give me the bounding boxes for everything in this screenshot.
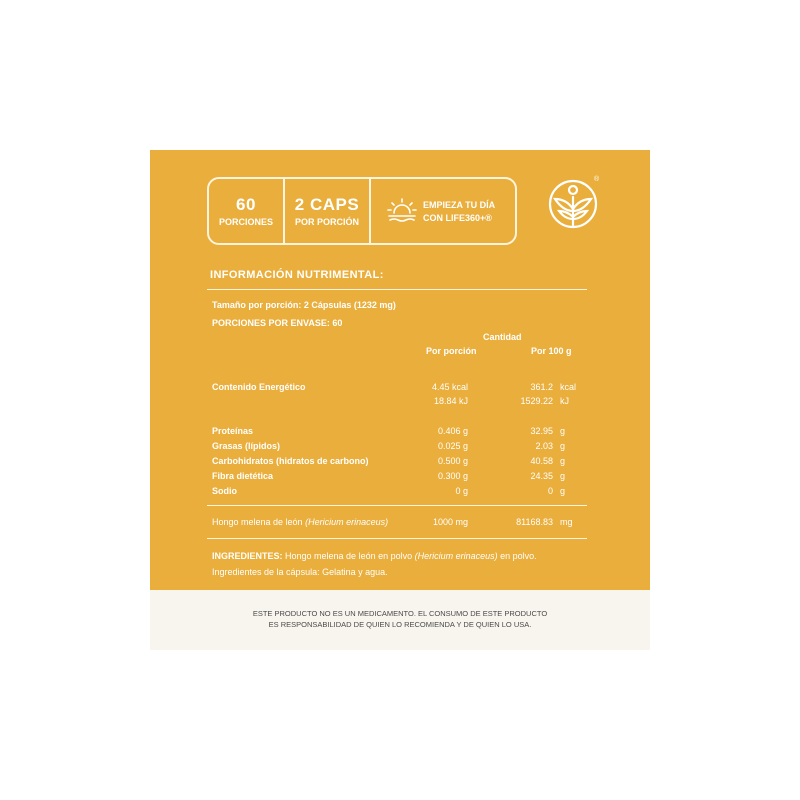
caps-cell: [285, 179, 369, 243]
ingredients: [212, 548, 592, 580]
caps-value: 2 CAPS: [294, 195, 360, 214]
energy-kcal-100: 361.2: [530, 382, 553, 392]
ingredients-line-2: Ingredientes de la cápsula: Gelatina y agua.: [212, 567, 388, 577]
nutrient-100g-fiber: 24.35: [530, 471, 553, 481]
mushroom-serving: 1000 mg: [432, 517, 468, 527]
caps-label: POR PORCIÓN: [294, 217, 359, 227]
nutrient-serving-sodium: 0 g: [455, 486, 468, 496]
energy-kcal-unit: kcal: [560, 382, 577, 392]
slogan-cell: [371, 179, 515, 243]
nutrient-serving-fiber: 0.300 g: [437, 471, 468, 481]
header-quantity: Cantidad: [483, 332, 522, 342]
nutrient-serving-carbs: 0.500 g: [437, 456, 468, 466]
nutrient-unit-carbs: g: [560, 456, 566, 466]
serving-size: Tamaño por porción: 2 Cápsulas (1232 mg): [212, 300, 396, 310]
disclaimer-footer: [150, 590, 650, 650]
nutrient-unit-fiber: g: [560, 471, 566, 481]
nutrition-panel: [150, 150, 650, 590]
nutrient-unit-fat: g: [560, 441, 566, 451]
energy-kj-serving: 18.84 kJ: [433, 396, 468, 406]
nutrient-unit-sodium: g: [560, 486, 566, 496]
mushroom-unit: mg: [560, 517, 573, 527]
slogan: [423, 199, 495, 225]
energy-kcal-serving: 4.45 kcal: [431, 382, 468, 392]
nutrient-100g-fat: 2.03: [535, 441, 553, 451]
servings-per-container: PORCIONES POR ENVASE: 60: [212, 318, 343, 328]
nutrient-label-protein: Proteínas: [212, 426, 254, 436]
portions-cell: [209, 179, 283, 243]
nutrient-unit-protein: g: [560, 426, 566, 436]
header-per-serving: Por porción: [426, 346, 477, 356]
ingredients-line-1: INGREDIENTES: Hongo melena de león en polvo (Hericium erinaceus) en polvo.: [212, 551, 537, 561]
title-rule: [207, 289, 587, 290]
slogan-line-2: CON LIFE360+®: [423, 213, 492, 223]
disclaimer-line-1: ESTE PRODUCTO NO ES UN MEDICAMENTO. EL CONSUMO DE ESTE PRODUCTO: [252, 609, 548, 618]
nutrient-label-fat: Grasas (lípidos): [212, 441, 281, 451]
info-badge: [207, 177, 517, 245]
nutrient-label-fiber: Fibra dietética: [212, 471, 274, 481]
sunrise-icon: [387, 197, 417, 225]
rows-rule: [207, 505, 587, 506]
nutrient-100g-sodium: 0: [547, 486, 553, 496]
disclaimer-line-2: ES RESPONSABILIDAD DE QUIEN LO RECOMIENDA Y DE QUIEN LO USA.: [268, 620, 532, 629]
registered-mark: ®: [594, 176, 600, 183]
energy-kj-100: 1529.22: [520, 396, 553, 406]
nutrient-label-carbs: Carbohidratos (hidratos de carbono): [212, 456, 369, 466]
energy-label: Contenido Energético: [212, 382, 306, 392]
nutrient-label-sodium: Sodio: [212, 486, 237, 496]
header-per-100g: Por 100 g: [531, 346, 572, 356]
portions-label: PORCIONES: [218, 217, 273, 227]
mushroom-label: Hongo melena de león (Hericium erinaceus): [212, 517, 389, 527]
nutrition-title: INFORMACIÓN NUTRIMENTAL:: [210, 269, 384, 281]
energy-kj-unit: kJ: [560, 396, 569, 406]
nutrient-100g-carbs: 40.58: [530, 456, 553, 466]
portions-value: 60: [236, 195, 256, 214]
mushroom-rule: [207, 538, 587, 539]
slogan-line-1: EMPIEZA TU DÍA: [423, 200, 496, 210]
nutrient-serving-protein: 0.406 g: [437, 426, 468, 436]
nutrient-serving-fat: 0.025 g: [437, 441, 468, 451]
nutrient-100g-protein: 32.95: [530, 426, 553, 436]
lotus-circle-icon: [547, 177, 599, 229]
mushroom-100g: 81168.83: [516, 517, 553, 527]
